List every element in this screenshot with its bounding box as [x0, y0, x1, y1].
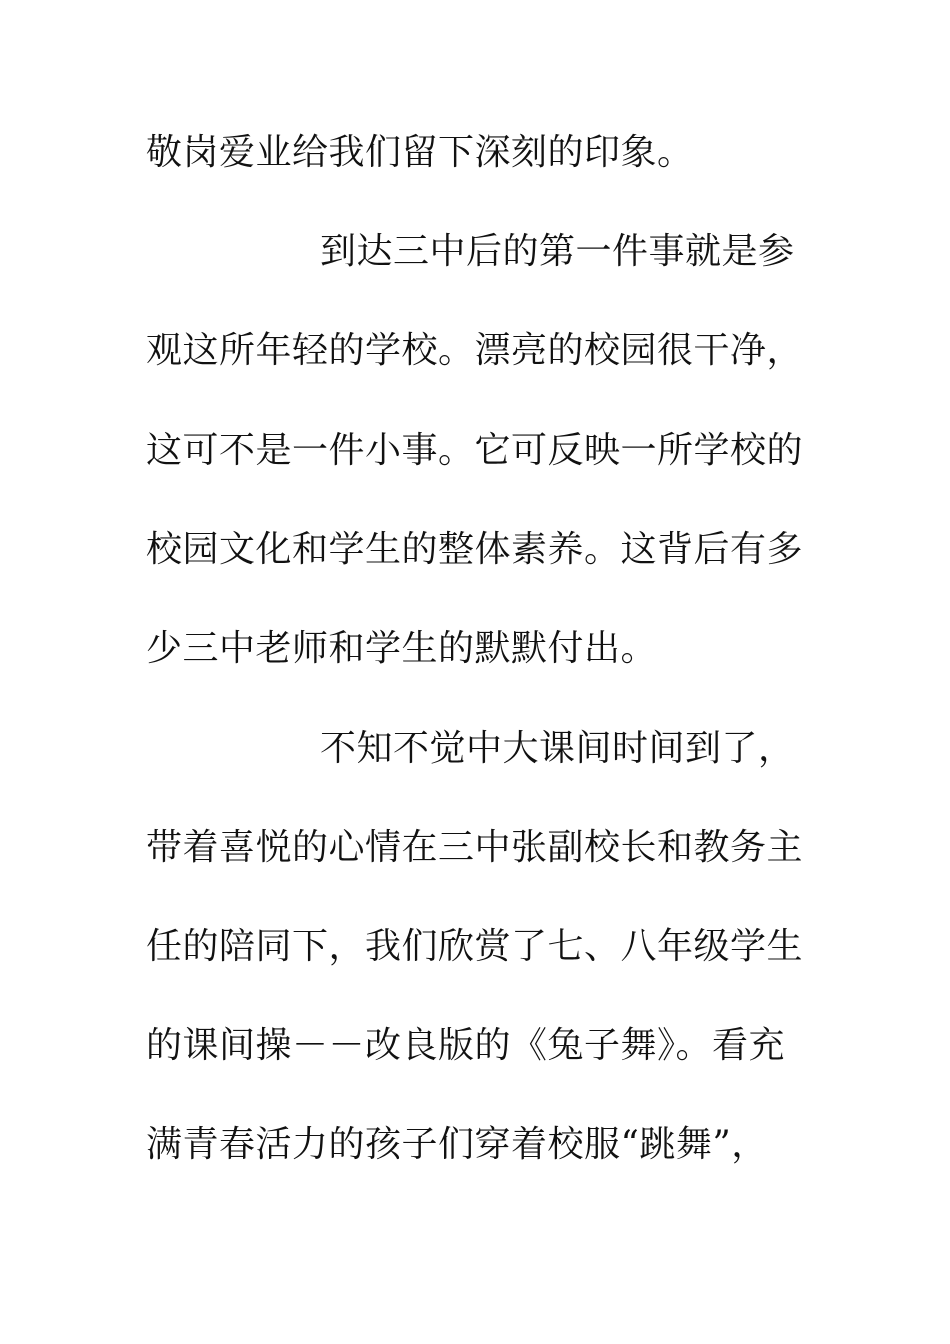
paragraph-start-line-7: 不知不觉中大课间时间到了， [320, 728, 795, 769]
text-line-3: 观这所年轻的学校。漂亮的校园很干净， [146, 330, 804, 371]
text-line-11: 满青春活力的孩子们穿着校服“跳舞”， [146, 1124, 768, 1165]
text-line-8: 带着喜悦的心情在三中张副校长和教务主 [146, 827, 804, 868]
text-line-9: 任的陪同下，我们欣赏了七、八年级学生 [146, 926, 804, 967]
text-line-1: 敬岗爱业给我们留下深刻的印象。 [146, 132, 694, 173]
text-line-10: 的课间操－－改良版的《兔子舞》。看充 [146, 1025, 786, 1066]
paragraph-start-line-2: 到达三中后的第一件事就是参 [320, 231, 795, 272]
text-line-5: 校园文化和学生的整体素养。这背后有多 [146, 529, 804, 570]
text-line-4: 这可不是一件小事。它可反映一所学校的 [146, 430, 804, 471]
text-line-6: 少三中老师和学生的默默付出。 [146, 628, 658, 669]
